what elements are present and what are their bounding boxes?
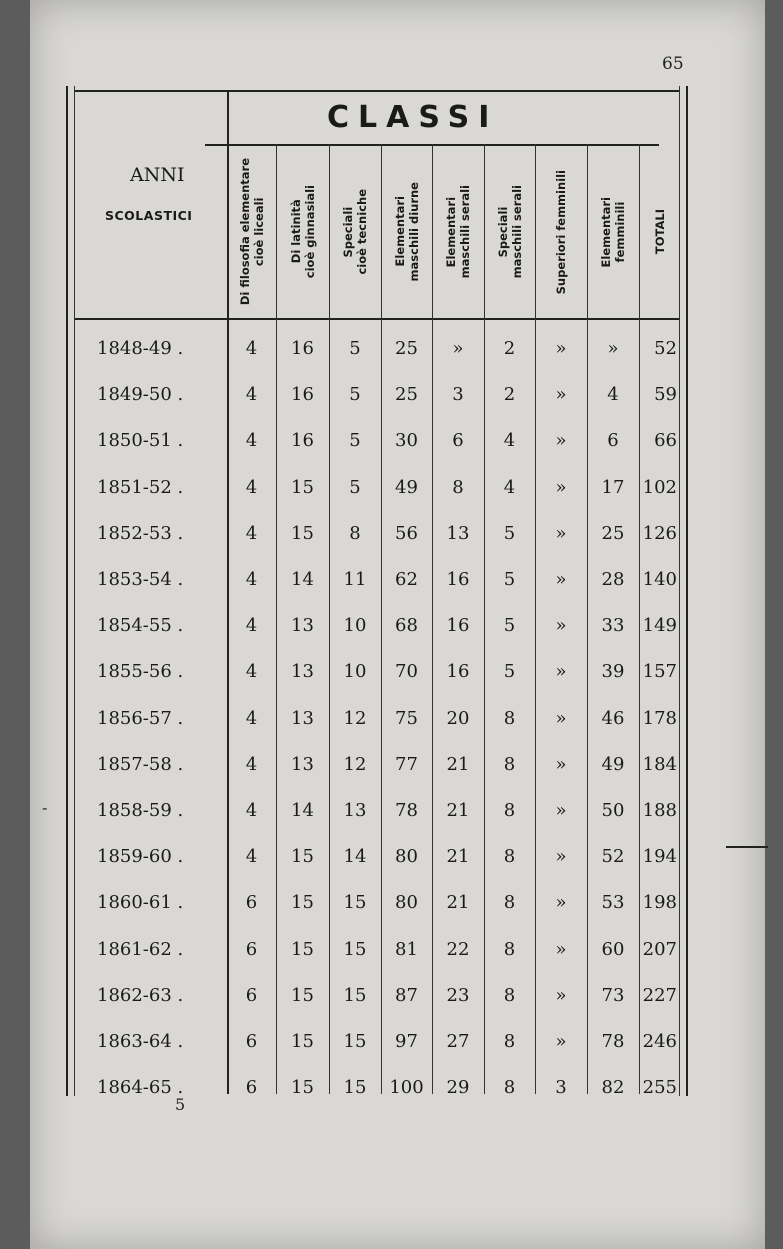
table-row bbox=[75, 511, 679, 557]
cell-tecniche: 5 bbox=[349, 476, 361, 498]
cell-elementari-femminili: 50 bbox=[601, 800, 625, 821]
cell-tecniche: 12 bbox=[343, 707, 367, 729]
cell-superiori-femminili: » bbox=[555, 1031, 567, 1052]
cell-ginnasiali: 15 bbox=[291, 476, 314, 498]
column-header-label: Speciali cioè tecniche bbox=[341, 189, 369, 275]
cell-tecniche: 15 bbox=[343, 984, 367, 1006]
cell-ginnasiali: 16 bbox=[291, 338, 314, 359]
cell-totali: 149 bbox=[642, 615, 677, 637]
margin-mark-left: - bbox=[42, 798, 48, 817]
cell-maschili-serali: 3 bbox=[452, 384, 464, 406]
cell-speciali-serali: 2 bbox=[503, 384, 516, 406]
cell-elementari-femminili: 60 bbox=[601, 938, 625, 960]
cell-superiori-femminili: » bbox=[555, 569, 567, 590]
table-row bbox=[75, 649, 679, 695]
table-row bbox=[75, 557, 679, 603]
cell-maschili-serali: 20 bbox=[446, 707, 470, 729]
table-row bbox=[75, 834, 679, 880]
year-cell: 1850-51 . bbox=[97, 430, 184, 452]
cell-maschili-serali: 16 bbox=[446, 661, 470, 683]
column-header-label: Speciali maschili serali bbox=[495, 185, 524, 279]
cell-liceali: 4 bbox=[245, 476, 258, 498]
cell-superiori-femminili: » bbox=[555, 384, 567, 406]
cell-maschili-serali: 23 bbox=[446, 984, 470, 1006]
cell-ginnasiali: 15 bbox=[291, 938, 314, 960]
table-row bbox=[75, 1019, 679, 1065]
cell-elementari-femminili: 33 bbox=[601, 615, 625, 637]
cell-tecniche: 15 bbox=[343, 938, 367, 960]
cell-superiori-femminili: » bbox=[555, 522, 567, 544]
column-header-label: Elementari maschili serali bbox=[444, 185, 472, 279]
cell-superiori-femminili: » bbox=[555, 430, 567, 452]
cell-elementari-femminili: 25 bbox=[601, 522, 625, 544]
cell-maschili-diurne: 81 bbox=[395, 938, 418, 960]
cell-speciali-serali: 8 bbox=[503, 753, 516, 775]
cell-totali: 194 bbox=[642, 846, 677, 868]
cell-elementari-femminili: 17 bbox=[601, 476, 625, 498]
year-cell: 1852-53 . bbox=[97, 522, 184, 544]
table-row bbox=[75, 973, 679, 1019]
table-body bbox=[74, 86, 680, 1099]
cell-liceali: 6 bbox=[245, 1077, 258, 1099]
cell-elementari-femminili: 4 bbox=[607, 384, 619, 406]
cell-superiori-femminili: » bbox=[555, 661, 567, 683]
column-header-liceali bbox=[227, 148, 276, 316]
cell-speciali-serali: 5 bbox=[503, 569, 516, 590]
cell-elementari-femminili: » bbox=[607, 338, 619, 359]
cell-maschili-diurne: 25 bbox=[395, 384, 418, 406]
cell-liceali: 6 bbox=[245, 1031, 258, 1052]
cell-tecniche: 5 bbox=[349, 338, 361, 359]
cell-tecniche: 8 bbox=[349, 522, 361, 544]
cell-totali: 59 bbox=[654, 384, 677, 406]
year-cell: 1853-54 . bbox=[97, 569, 184, 590]
cell-elementari-femminili: 6 bbox=[607, 430, 619, 452]
cell-ginnasiali: 15 bbox=[291, 522, 314, 544]
cell-ginnasiali: 15 bbox=[291, 892, 314, 914]
cell-maschili-diurne: 97 bbox=[395, 1031, 418, 1052]
cell-maschili-serali: 6 bbox=[452, 430, 464, 452]
cell-maschili-diurne: 87 bbox=[395, 984, 418, 1006]
year-cell: 1861-62 . bbox=[97, 938, 184, 960]
cell-ginnasiali: 15 bbox=[291, 1031, 314, 1052]
cell-ginnasiali: 13 bbox=[291, 753, 314, 775]
cell-liceali: 4 bbox=[245, 846, 258, 868]
column-header-maschili-serali bbox=[432, 148, 484, 316]
cell-tecniche: 15 bbox=[343, 892, 367, 914]
cell-liceali: 6 bbox=[245, 892, 258, 914]
cell-tecniche: 15 bbox=[343, 1031, 367, 1052]
top-rule bbox=[75, 90, 679, 92]
statistics-table bbox=[66, 86, 688, 1099]
cell-maschili-diurne: 30 bbox=[395, 430, 418, 452]
table-row bbox=[75, 465, 679, 511]
cell-speciali-serali: 8 bbox=[503, 938, 516, 960]
cell-maschili-serali: 16 bbox=[446, 569, 470, 590]
cell-elementari-femminili: 73 bbox=[601, 984, 625, 1006]
cell-liceali: 4 bbox=[245, 384, 258, 406]
cell-ginnasiali: 14 bbox=[291, 800, 314, 821]
cell-totali: 52 bbox=[654, 338, 677, 359]
cell-maschili-serali: 29 bbox=[446, 1077, 470, 1099]
cell-maschili-diurne: 62 bbox=[395, 569, 418, 590]
cell-maschili-diurne: 77 bbox=[395, 753, 418, 775]
column-header-label: Elementari maschili diurne bbox=[392, 182, 421, 282]
cell-superiori-femminili: » bbox=[555, 984, 567, 1006]
table-row bbox=[75, 880, 679, 926]
cell-maschili-diurne: 68 bbox=[395, 615, 418, 637]
cell-maschili-diurne: 56 bbox=[395, 522, 418, 544]
page-number: 65 bbox=[662, 54, 684, 74]
footer-signature-number: 5 bbox=[175, 1095, 186, 1114]
cell-maschili-diurne: 49 bbox=[395, 476, 418, 498]
cell-totali: 102 bbox=[642, 476, 677, 498]
table-row bbox=[75, 603, 679, 649]
cell-ginnasiali: 15 bbox=[291, 846, 314, 868]
cell-superiori-femminili: » bbox=[555, 892, 567, 914]
column-header-speciali-serali bbox=[484, 148, 535, 316]
cell-liceali: 4 bbox=[245, 430, 258, 452]
year-cell: 1858-59 . bbox=[97, 800, 184, 821]
book-page bbox=[30, 0, 765, 1249]
cell-speciali-serali: 8 bbox=[503, 846, 516, 868]
cell-maschili-diurne: 100 bbox=[389, 1077, 424, 1099]
cell-tecniche: 10 bbox=[343, 661, 367, 683]
cell-elementari-femminili: 78 bbox=[601, 1031, 625, 1052]
cell-ginnasiali: 13 bbox=[291, 707, 314, 729]
header-rule bbox=[75, 318, 679, 320]
year-cell: 1864-65 . bbox=[97, 1077, 184, 1099]
cell-tecniche: 12 bbox=[343, 753, 367, 775]
column-header-label: TOTALI bbox=[653, 209, 667, 255]
cell-maschili-diurne: 75 bbox=[395, 707, 418, 729]
cell-elementari-femminili: 49 bbox=[601, 753, 625, 775]
cell-maschili-serali: 21 bbox=[446, 892, 470, 914]
cell-elementari-femminili: 46 bbox=[601, 707, 625, 729]
cell-speciali-serali: 4 bbox=[503, 430, 516, 452]
cell-totali: 184 bbox=[642, 753, 677, 775]
table-row bbox=[75, 696, 679, 742]
cell-totali: 188 bbox=[642, 800, 677, 821]
cell-speciali-serali: 8 bbox=[503, 892, 516, 914]
cell-speciali-serali: 8 bbox=[503, 707, 516, 729]
cell-ginnasiali: 13 bbox=[291, 615, 314, 637]
cell-totali: 198 bbox=[642, 892, 677, 914]
cell-ginnasiali: 13 bbox=[291, 661, 314, 683]
cell-tecniche: 5 bbox=[349, 384, 361, 406]
cell-liceali: 4 bbox=[245, 707, 258, 729]
cell-speciali-serali: 8 bbox=[503, 1077, 516, 1099]
cell-superiori-femminili: » bbox=[555, 615, 567, 637]
margin-mark-right bbox=[726, 846, 768, 848]
cell-ginnasiali: 14 bbox=[291, 569, 314, 590]
classi-heading: CLASSI bbox=[327, 100, 499, 135]
cell-elementari-femminili: 39 bbox=[601, 661, 625, 683]
cell-maschili-serali: 16 bbox=[446, 615, 470, 637]
cell-superiori-femminili: » bbox=[555, 938, 567, 960]
cell-superiori-femminili: » bbox=[555, 753, 567, 775]
cell-ginnasiali: 16 bbox=[291, 384, 314, 406]
cell-speciali-serali: 4 bbox=[503, 476, 516, 498]
column-header-ginnasiali bbox=[276, 148, 329, 316]
cell-totali: 66 bbox=[654, 430, 677, 452]
cell-superiori-femminili: » bbox=[555, 800, 567, 821]
cell-liceali: 6 bbox=[245, 984, 258, 1006]
cell-totali: 255 bbox=[642, 1077, 677, 1099]
cell-superiori-femminili: » bbox=[555, 846, 567, 868]
column-header-label: Di filosofia elementare cioè liceali bbox=[237, 158, 266, 306]
column-header-maschili-diurne bbox=[381, 148, 432, 316]
column-header-superiori-femminili bbox=[535, 148, 587, 316]
table-row bbox=[75, 788, 679, 834]
column-header-elementari-femminili bbox=[587, 148, 639, 316]
cell-liceali: 4 bbox=[245, 800, 258, 821]
cell-tecniche: 11 bbox=[343, 569, 367, 590]
table-row bbox=[75, 1065, 679, 1111]
scolastici-label: SCOLASTICI bbox=[105, 208, 193, 223]
cell-tecniche: 10 bbox=[343, 615, 367, 637]
year-cell: 1857-58 . bbox=[97, 753, 184, 775]
year-cell: 1848-49 . bbox=[97, 338, 184, 359]
cell-superiori-femminili: » bbox=[555, 707, 567, 729]
cell-totali: 207 bbox=[642, 938, 677, 960]
year-cell: 1854-55 . bbox=[97, 615, 184, 637]
cell-speciali-serali: 5 bbox=[503, 522, 516, 544]
table-row bbox=[75, 418, 679, 464]
year-cell: 1856-57 . bbox=[97, 707, 184, 729]
cell-speciali-serali: 2 bbox=[503, 338, 516, 359]
cell-superiori-femminili: » bbox=[555, 476, 567, 498]
table-row bbox=[75, 742, 679, 788]
cell-totali: 126 bbox=[642, 522, 677, 544]
cell-totali: 227 bbox=[642, 984, 677, 1006]
column-header-label: Elementari femminili bbox=[599, 196, 627, 268]
cell-ginnasiali: 16 bbox=[291, 430, 314, 452]
cell-liceali: 4 bbox=[245, 569, 258, 590]
cell-maschili-diurne: 25 bbox=[395, 338, 418, 359]
year-cell: 1849-50 . bbox=[97, 384, 184, 406]
year-cell: 1851-52 . bbox=[97, 476, 184, 498]
cell-speciali-serali: 8 bbox=[503, 984, 516, 1006]
cell-liceali: 4 bbox=[245, 615, 258, 637]
cell-liceali: 6 bbox=[245, 938, 258, 960]
cell-liceali: 4 bbox=[245, 338, 258, 359]
cell-maschili-diurne: 78 bbox=[395, 800, 418, 821]
cell-maschili-serali: 22 bbox=[446, 938, 470, 960]
cell-totali: 178 bbox=[642, 707, 677, 729]
cell-liceali: 4 bbox=[245, 522, 258, 544]
cell-speciali-serali: 8 bbox=[503, 1031, 516, 1052]
cell-maschili-serali: » bbox=[452, 338, 464, 359]
cell-maschili-serali: 21 bbox=[446, 800, 470, 821]
cell-maschili-serali: 27 bbox=[446, 1031, 470, 1052]
cell-maschili-diurne: 70 bbox=[395, 661, 418, 683]
cell-tecniche: 15 bbox=[343, 1077, 367, 1099]
cell-elementari-femminili: 53 bbox=[601, 892, 625, 914]
cell-ginnasiali: 15 bbox=[291, 1077, 314, 1099]
year-cell: 1860-61 . bbox=[97, 892, 184, 914]
table-row bbox=[75, 326, 679, 372]
year-cell: 1863-64 . bbox=[97, 1031, 184, 1052]
cell-elementari-femminili: 28 bbox=[601, 569, 625, 590]
cell-speciali-serali: 5 bbox=[503, 661, 516, 683]
cell-maschili-serali: 8 bbox=[452, 476, 464, 498]
cell-maschili-diurne: 80 bbox=[395, 846, 418, 868]
cell-speciali-serali: 5 bbox=[503, 615, 516, 637]
cell-elementari-femminili: 82 bbox=[601, 1077, 625, 1099]
cell-ginnasiali: 15 bbox=[291, 984, 314, 1006]
cell-maschili-serali: 21 bbox=[446, 846, 470, 868]
anni-label: ANNI bbox=[130, 164, 185, 186]
cell-tecniche: 5 bbox=[349, 430, 361, 452]
cell-liceali: 4 bbox=[245, 661, 258, 683]
cell-superiori-femminili: » bbox=[555, 338, 567, 359]
cell-maschili-serali: 21 bbox=[446, 753, 470, 775]
table-row bbox=[75, 927, 679, 973]
cell-tecniche: 13 bbox=[343, 800, 367, 821]
cell-tecniche: 14 bbox=[343, 846, 367, 868]
cell-liceali: 4 bbox=[245, 753, 258, 775]
cell-elementari-femminili: 52 bbox=[601, 846, 625, 868]
table-row bbox=[75, 372, 679, 418]
column-header-label: Di latinità cioè ginnasiali bbox=[288, 185, 317, 279]
cell-speciali-serali: 8 bbox=[503, 800, 516, 821]
year-cell: 1859-60 . bbox=[97, 846, 184, 868]
cell-totali: 140 bbox=[642, 569, 677, 590]
column-header-totali bbox=[639, 148, 681, 316]
cell-superiori-femminili: 3 bbox=[555, 1077, 567, 1099]
cell-totali: 246 bbox=[642, 1031, 677, 1052]
year-cell: 1855-56 . bbox=[97, 661, 184, 683]
cell-maschili-serali: 13 bbox=[446, 522, 470, 544]
column-header-label: Superiori femminili bbox=[554, 169, 568, 295]
column-header-tecniche bbox=[329, 148, 381, 316]
year-cell: 1862-63 . bbox=[97, 984, 184, 1006]
cell-maschili-diurne: 80 bbox=[395, 892, 418, 914]
cell-totali: 157 bbox=[642, 661, 677, 683]
